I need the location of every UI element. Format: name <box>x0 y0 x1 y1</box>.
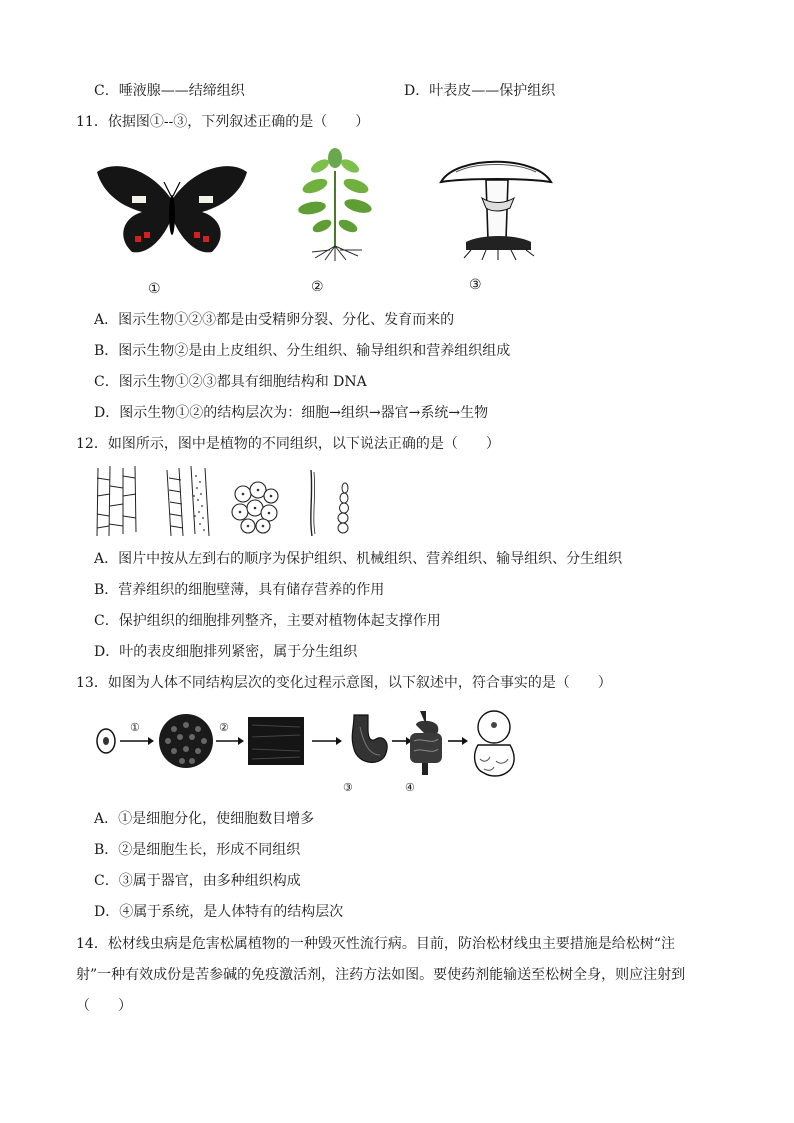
q12-option-d: D．叶的表皮细胞排列紧密，属于分生组织 <box>94 644 358 660</box>
q11-label-3: ③ <box>469 277 482 293</box>
q11-label-1: ① <box>148 281 161 297</box>
q12-stem: 12．如图所示，图中是植物的不同组织，以下说法正确的是（ ） <box>76 436 500 452</box>
q12-option-b: B．营养组织的细胞壁薄，具有储存营养的作用 <box>94 582 385 598</box>
q13-label-2: ② <box>219 721 229 734</box>
q11-option-a: A．图示生物①②③都是由受精卵分裂、分化、发育而来的 <box>94 312 455 328</box>
q13-label-3: ③ <box>343 781 353 794</box>
q11-option-b: B．图示生物②是由上皮组织、分生组织、输导组织和营养组织组成 <box>94 343 511 359</box>
plant-tissues-figure <box>95 466 365 538</box>
q11-label-2: ② <box>311 279 324 295</box>
q14-text-line3: （ ） <box>76 998 132 1014</box>
q14-text-line2: 射”一种有效成份是苦参碱的免疫激活剂，注药方法如图。要使药剂能输送至松树全身，则应注射到 <box>76 967 686 983</box>
q11-option-d: D．图示生物①②的结构层次为：细胞→组织→器官→系统→生物 <box>94 405 489 421</box>
q13-option-b: B．②是细胞生长，形成不同组织 <box>94 842 301 858</box>
q11-option-c: C．图示生物①②③都具有细胞结构和 DNA <box>94 374 367 390</box>
mushroom-figure <box>436 150 556 260</box>
q13-option-a: A．①是细胞分化，使细胞数目增多 <box>94 811 315 827</box>
q10-option-c: C．唾液腺——结缔组织 <box>94 83 245 99</box>
butterfly-figure <box>92 160 252 260</box>
q13-label-1: ① <box>130 721 140 734</box>
q13-option-d: D．④属于系统，是人体特有的结构层次 <box>94 904 344 920</box>
human-structure-levels-figure <box>92 705 522 795</box>
q14-text-line1: 14．松材线虫病是危害松属植物的一种毁灭性流行病。目前，防治松材线虫主要措施是给松树“注 <box>76 936 675 952</box>
q13-option-c: C．③属于器官，由多种组织构成 <box>94 873 301 889</box>
q12-option-c: C．保护组织的细胞排列整齐，主要对植物体起支撑作用 <box>94 613 441 629</box>
q13-label-4: ④ <box>405 781 415 794</box>
plant-seedling-figure <box>290 146 380 261</box>
q10-option-d: D．叶表皮——保护组织 <box>404 83 556 99</box>
q12-option-a: A．图片中按从左到右的顺序为保护组织、机械组织、营养组织、输导组织、分生组织 <box>94 551 623 567</box>
q13-stem: 13．如图为人体不同结构层次的变化过程示意图，以下叙述中，符合事实的是（ ） <box>76 675 612 691</box>
q11-stem: 11．依据图①--③，下列叙述正确的是（ ） <box>76 114 370 130</box>
